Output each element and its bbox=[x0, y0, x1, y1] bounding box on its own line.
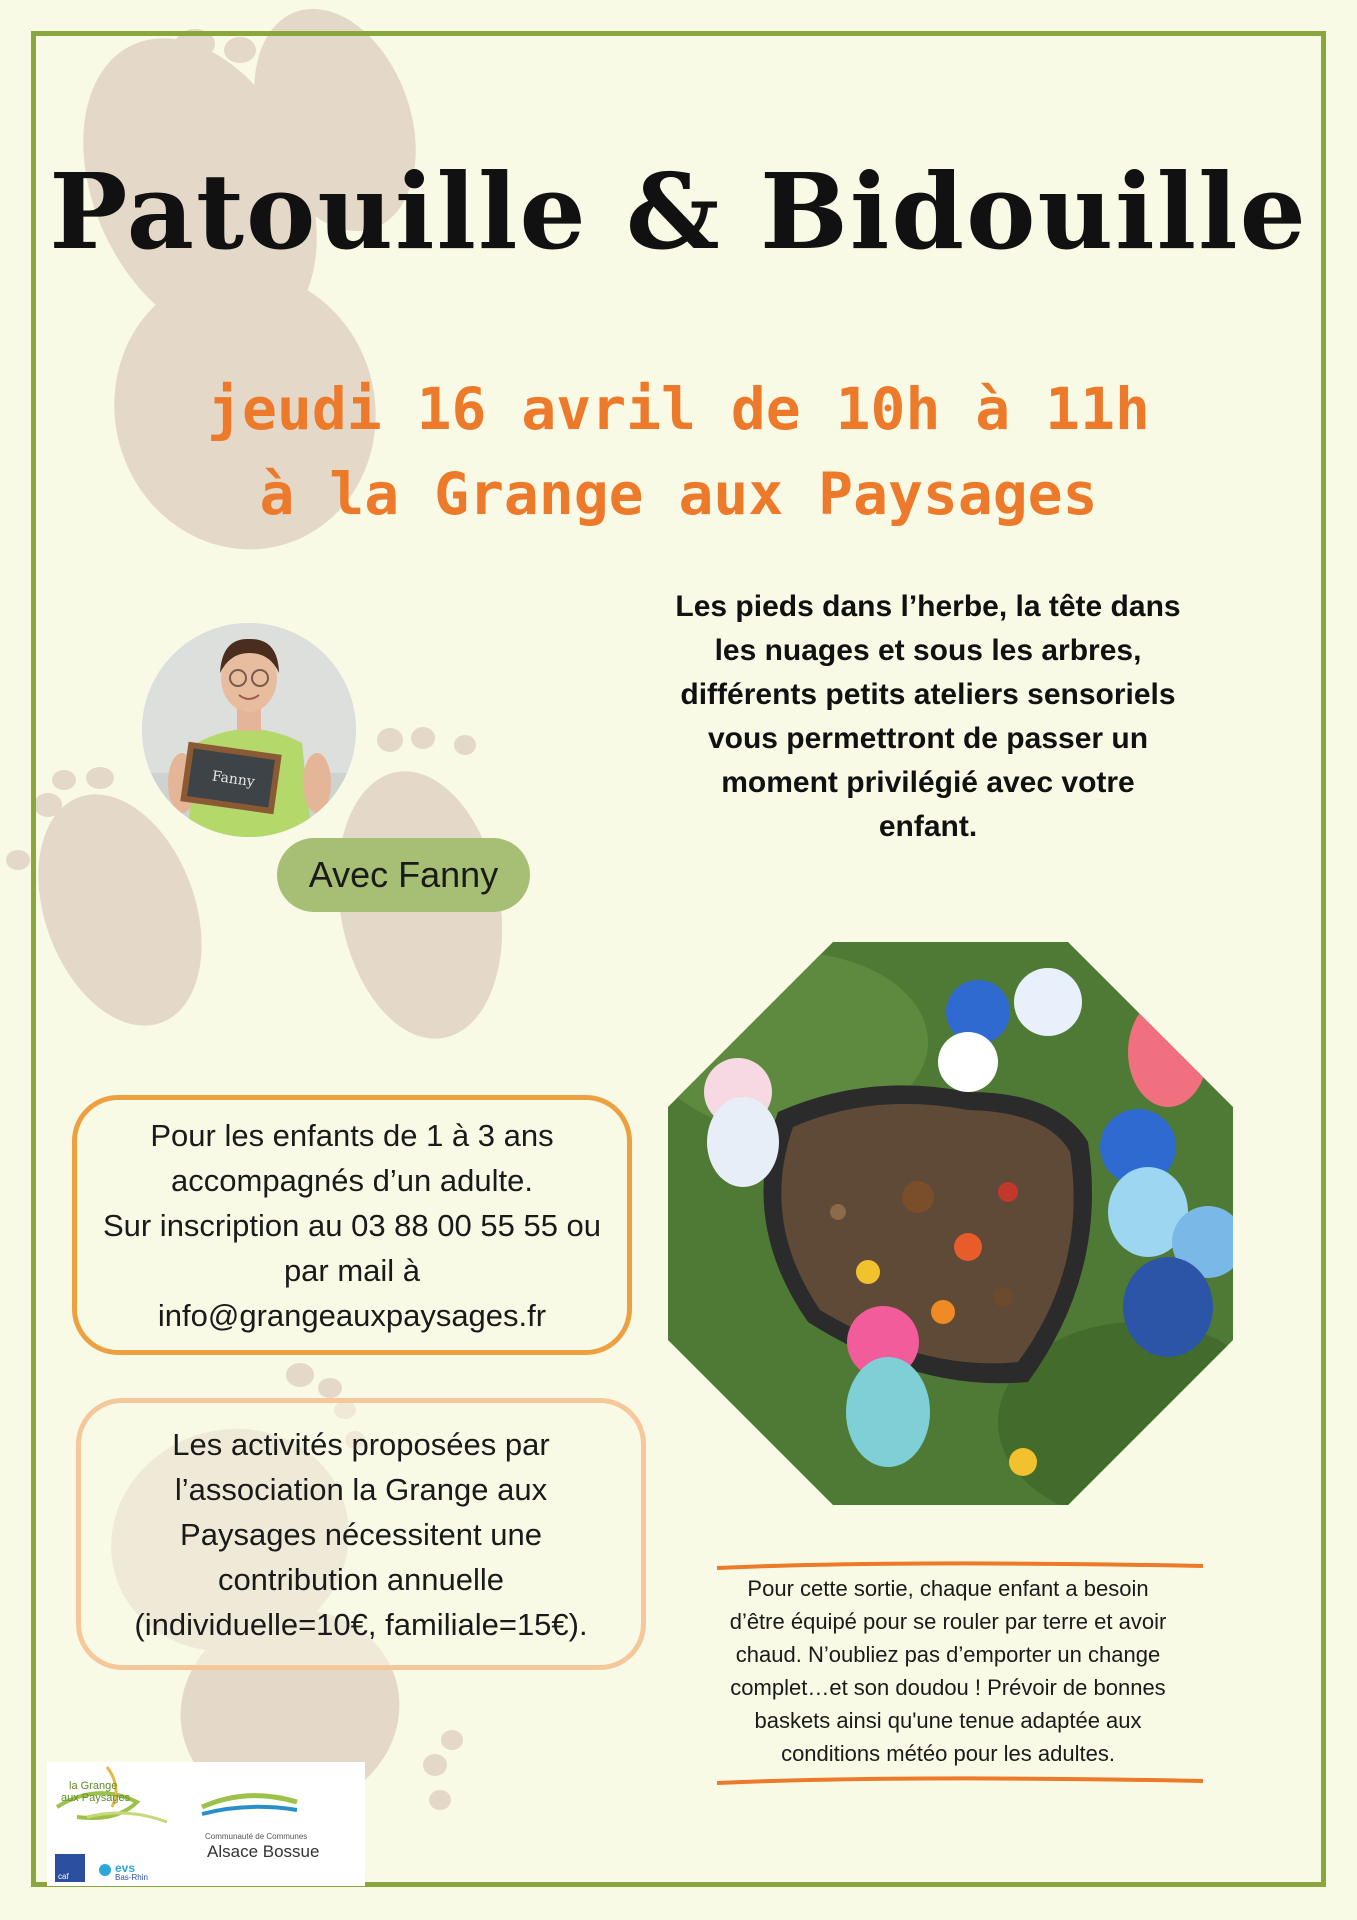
description-line: enfant. bbox=[878, 810, 978, 843]
description-line: les nuages et sous les arbres, bbox=[714, 634, 1142, 667]
registration-email[interactable]: info@grangeauxpaysages.fr bbox=[157, 1297, 547, 1333]
registration-line: accompagnés d’un adulte. bbox=[171, 1162, 533, 1198]
grange-logo-text: la Grange bbox=[69, 1780, 118, 1792]
evs-logo-subtext: Bas-Rhin bbox=[115, 1873, 148, 1882]
caf-logo-text: caf bbox=[58, 1872, 69, 1881]
description-line: vous permettront de passer un bbox=[707, 722, 1149, 755]
event-title: Patouille & Bidouille bbox=[49, 150, 1308, 273]
membership-line: Les activités proposées par bbox=[172, 1426, 550, 1462]
note-line: complet…et son doudou ! Prévoir de bonnes bbox=[730, 1675, 1166, 1700]
registration-line: Sur inscription au 03 88 00 55 55 ou bbox=[102, 1207, 602, 1243]
host-label-badge: Avec Fanny bbox=[277, 838, 530, 912]
membership-line: Paysages nécessitent une bbox=[180, 1516, 542, 1552]
registration-line: par mail à bbox=[283, 1252, 421, 1288]
description-line: moment privilégié avec votre bbox=[721, 766, 1135, 799]
note-line: chaud. N’oubliez pas d’emporter un change bbox=[735, 1642, 1161, 1667]
cc-logo-name: Alsace Bossue bbox=[207, 1842, 320, 1861]
note-line: baskets ainsi qu'une tenue adaptée aux bbox=[754, 1708, 1142, 1733]
membership-line: l’association la Grange aux bbox=[174, 1471, 548, 1507]
note-line: Pour cette sortie, chaque enfant a besoin bbox=[747, 1576, 1149, 1601]
partner-logos bbox=[47, 1762, 365, 1886]
grange-logo-text: aux Paysages bbox=[61, 1792, 131, 1804]
event-location: à la Grange aux Paysages bbox=[259, 460, 1098, 528]
slate-text: Fanny bbox=[210, 768, 256, 791]
membership-line: contribution annuelle bbox=[217, 1561, 505, 1597]
evs-logo-text: evs bbox=[115, 1861, 136, 1875]
equipment-note bbox=[688, 1572, 1208, 1770]
description-line: différents petits ateliers sensoriels bbox=[680, 678, 1176, 711]
membership-line: (individuelle=10€, familiale=15€). bbox=[134, 1606, 588, 1642]
registration-line: Pour les enfants de 1 à 3 ans bbox=[150, 1117, 554, 1153]
cc-logo-text: Communauté de Communes bbox=[205, 1832, 308, 1841]
description-line: Les pieds dans l’herbe, la tête dans bbox=[675, 590, 1181, 623]
note-line: d’être équipé pour se rouler par terre et avoir bbox=[729, 1609, 1167, 1634]
note-line: conditions météo pour les adultes. bbox=[781, 1741, 1115, 1766]
event-date: jeudi 16 avril de 10h à 11h bbox=[207, 375, 1150, 443]
